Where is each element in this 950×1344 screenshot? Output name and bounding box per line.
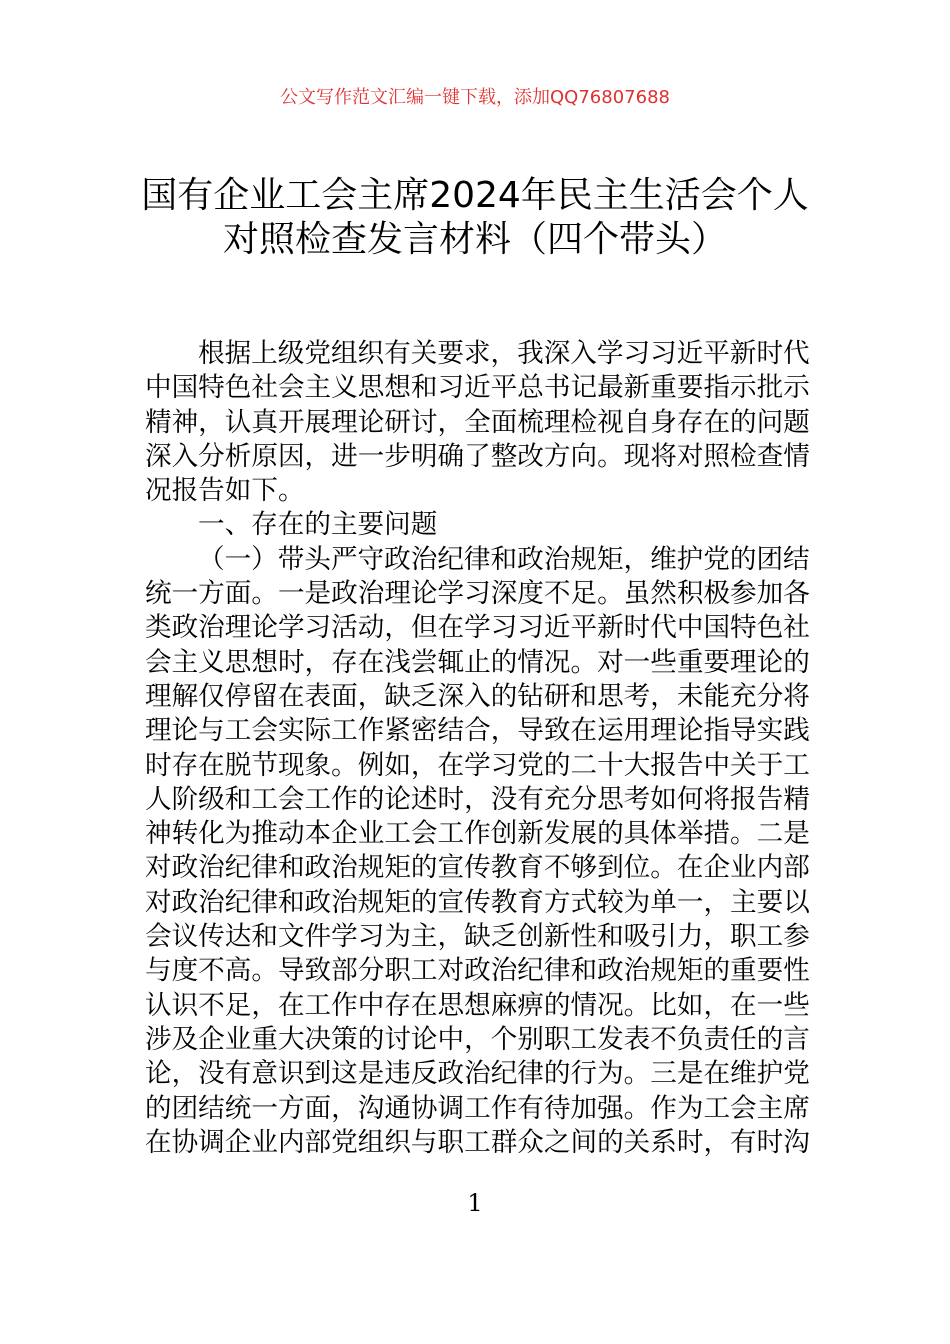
text-line: 对政治纪律和政治规矩的宣传教育方式较为单一，主要以	[145, 886, 810, 918]
text-line: 认识不足，在工作中存在思想麻痹的情况。比如，在一些	[145, 989, 810, 1021]
text-line: 对政治纪律和政治规矩的宣传教育不够到位。在企业内部	[145, 852, 810, 884]
text-line: 根据上级党组织有关要求，我深入学习习近平新时代	[198, 338, 810, 369]
document-title-line-1: 国有企业工会主席2024年民主生活会个人	[141, 175, 809, 216]
text-line: 中国特色社会主义思想和习近平总书记最新重要指示批示	[145, 372, 810, 404]
text-line: 神转化为推动本企业工会工作创新发展的具体举措。二是	[145, 818, 810, 850]
section-heading: 一、存在的主要问题	[198, 509, 438, 541]
text-line: 涉及企业重大决策的讨论中，个别职工发表不负责任的言	[145, 1023, 810, 1055]
text-line: 理解仅停留在表面，缺乏深入的钻研和思考，未能充分将	[145, 680, 810, 712]
text-line: 况报告如下。	[145, 475, 305, 507]
text-line: （一）带头严守政治纪律和政治规矩，维护党的团结	[198, 543, 810, 575]
document-body	[145, 337, 810, 1160]
text-line: 类政治理论学习活动，但在学习习近平新时代中国特色社	[145, 612, 810, 644]
document-title-line-2: 对照检查发言材料（四个带头）	[222, 219, 727, 260]
watermark-text: 公文写作范文汇编一键下载，添加QQ76807688	[280, 87, 670, 108]
text-line: 会议传达和文件学习为主，缺乏创新性和吸引力，职工参	[145, 921, 810, 953]
text-line: 精神，认真开展理论研讨，全面梳理检视自身存在的问题	[145, 406, 810, 438]
text-line: 时存在脱节现象。例如，在学习党的二十大报告中关于工	[145, 749, 810, 781]
text-line: 理论与工会实际工作紧密结合，导致在运用理论指导实践	[145, 715, 810, 747]
text-line: 论，没有意识到这是违反政治纪律的行为。三是在维护党	[145, 1058, 810, 1090]
text-line: 深入分析原因，进一步明确了整改方向。现将对照检查情	[145, 440, 810, 472]
text-line: 与度不高。导致部分职工对政治纪律和政治规矩的重要性	[145, 955, 810, 987]
text-line: 统一方面。一是政治理论学习深度不足。虽然积极参加各	[145, 578, 810, 610]
text-line: 人阶级和工会工作的论述时，没有充分思考如何将报告精	[145, 783, 810, 815]
text-line: 在协调企业内部党组织与职工群众之间的关系时，有时沟	[145, 1126, 810, 1158]
text-line: 会主义思想时，存在浅尝辄止的情况。对一些重要理论的	[145, 646, 810, 678]
text-line: 的团结统一方面，沟通协调工作有待加强。作为工会主席	[145, 1092, 810, 1124]
page-number: 1	[467, 1189, 483, 1217]
